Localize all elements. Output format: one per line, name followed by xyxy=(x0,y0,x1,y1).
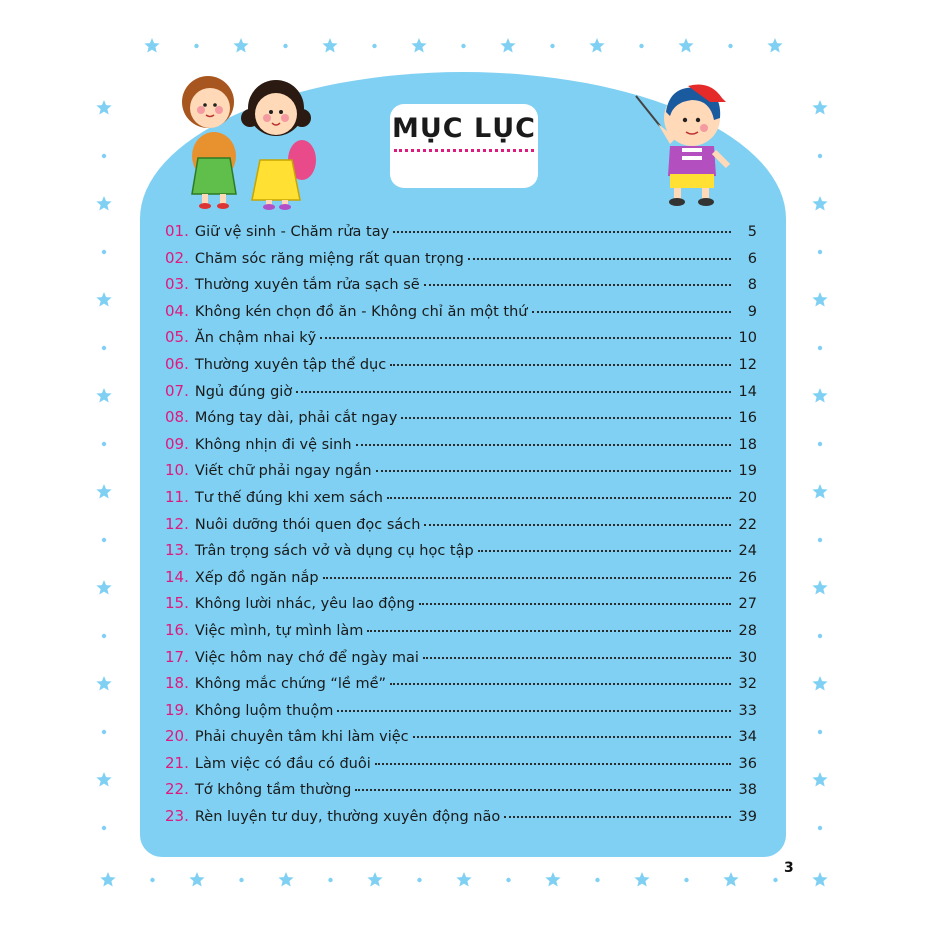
star-ornament xyxy=(100,872,115,887)
toc-entry-page: 16 xyxy=(738,410,757,427)
toc-entry-title: Xếp đồ ngăn nắp xyxy=(194,569,319,586)
star-ornament xyxy=(767,38,782,53)
toc-entry-title: Tớ không tầm thường xyxy=(194,782,352,799)
toc-entry[interactable] xyxy=(165,515,757,542)
toc-entry[interactable] xyxy=(165,355,757,382)
toc-entry-title: Việc mình, tự mình làm xyxy=(194,622,364,639)
dot-ornament xyxy=(818,346,822,350)
star-ornament xyxy=(812,484,827,499)
toc-entry-number: 19. xyxy=(165,700,189,719)
toc-dot-leader xyxy=(375,763,731,765)
dot-ornament xyxy=(239,878,243,882)
star-ornament xyxy=(812,580,827,595)
toc-entry-title: Ngủ đúng giờ xyxy=(194,383,293,400)
toc-dot-leader xyxy=(532,311,732,313)
toc-dot-leader xyxy=(355,789,731,791)
dot-ornament xyxy=(283,44,287,48)
toc-entry-page: 27 xyxy=(738,596,757,613)
toc-entry-page: 12 xyxy=(738,356,757,373)
star-ornament xyxy=(545,872,560,887)
toc-entry-page: 28 xyxy=(738,622,757,639)
dot-ornament xyxy=(728,44,732,48)
dot-ornament xyxy=(102,442,106,446)
star-ornament xyxy=(589,38,604,53)
toc-entry-number: 11. xyxy=(165,487,189,506)
toc-dot-leader xyxy=(323,577,731,579)
toc-entry-page: 36 xyxy=(738,755,757,772)
toc-dot-leader xyxy=(390,364,731,366)
toc-entry-number: 06. xyxy=(165,354,189,373)
dot-ornament xyxy=(372,44,376,48)
star-ornament xyxy=(96,580,111,595)
dot-ornament xyxy=(550,44,554,48)
toc-entry[interactable] xyxy=(165,435,757,462)
dot-ornament xyxy=(595,878,599,882)
toc-dot-leader xyxy=(390,683,731,685)
toc-entry-number: 23. xyxy=(165,807,189,826)
toc-entry[interactable] xyxy=(165,648,757,675)
toc-entry-number: 07. xyxy=(165,381,189,400)
dot-ornament xyxy=(461,44,465,48)
toc-entry-page: 8 xyxy=(747,277,757,294)
page-number: 3 xyxy=(784,860,794,876)
toc-dot-leader xyxy=(478,550,731,552)
toc-entry-title: Móng tay dài, phải cắt ngay xyxy=(194,410,398,427)
toc-entry[interactable] xyxy=(165,275,757,302)
toc-entry-title: Không luộm thuộm xyxy=(194,702,334,719)
toc-entry[interactable] xyxy=(165,594,757,621)
toc-dot-leader xyxy=(424,284,731,286)
page-title: MỤC LỤC xyxy=(392,113,536,144)
star-ornament xyxy=(96,292,111,307)
toc-entry-page: 14 xyxy=(738,383,757,400)
toc-entry[interactable] xyxy=(165,674,757,701)
star-ornament xyxy=(233,38,248,53)
toc-entry-number: 16. xyxy=(165,620,189,639)
toc-entry[interactable] xyxy=(165,488,757,515)
children-with-backpacks-illustration xyxy=(172,70,332,210)
toc-entry[interactable] xyxy=(165,701,757,728)
star-ornament xyxy=(96,196,111,211)
toc-entry-page: 5 xyxy=(747,224,757,240)
toc-entry[interactable] xyxy=(165,780,757,807)
star-ornament xyxy=(634,872,649,887)
star-ornament xyxy=(96,484,111,499)
toc-entry[interactable] xyxy=(165,461,757,488)
dot-ornament xyxy=(818,250,822,254)
toc-entry-title: Không nhịn đi vệ sinh xyxy=(194,436,352,453)
star-ornament xyxy=(278,872,293,887)
star-ornament xyxy=(189,872,204,887)
toc-dot-leader xyxy=(468,258,731,260)
star-ornament xyxy=(812,676,827,691)
toc-entry-page: 26 xyxy=(738,569,757,586)
toc-entry-title: Giữ vệ sinh - Chăm rửa tay xyxy=(194,224,390,240)
dot-ornament xyxy=(818,826,822,830)
toc-dot-leader xyxy=(356,444,731,446)
star-ornament xyxy=(96,100,111,115)
star-ornament xyxy=(96,388,111,403)
toc-entry[interactable] xyxy=(165,382,757,409)
toc-entry-title: Việc hôm nay chớ để ngày mai xyxy=(194,649,419,666)
dot-ornament xyxy=(102,346,106,350)
toc-entry-title: Viết chữ phải ngay ngắn xyxy=(194,463,372,480)
dot-ornament xyxy=(102,730,106,734)
toc-entry-number: 14. xyxy=(165,567,189,586)
toc-entry-number: 08. xyxy=(165,408,189,427)
toc-entry-number: 22. xyxy=(165,780,189,799)
dot-ornament xyxy=(102,826,106,830)
star-ornament xyxy=(322,38,337,53)
toc-entry-number: 17. xyxy=(165,647,189,666)
dot-ornament xyxy=(773,878,777,882)
toc-dot-leader xyxy=(504,816,731,818)
star-ornament xyxy=(812,196,827,211)
toc-entry-page: 6 xyxy=(747,250,757,267)
toc-entry-number: 20. xyxy=(165,727,189,746)
toc-entry-page: 32 xyxy=(738,676,757,693)
star-ornament xyxy=(812,872,827,887)
toc-dot-leader xyxy=(337,710,731,712)
dot-ornament xyxy=(102,250,106,254)
toc-entry-number: 01. xyxy=(165,222,189,240)
toc-entry[interactable] xyxy=(165,302,757,329)
star-ornament xyxy=(812,388,827,403)
toc-entry-title: Chăm sóc răng miệng rất quan trọng xyxy=(194,250,464,267)
toc-entry-page: 18 xyxy=(738,436,757,453)
toc-dot-leader xyxy=(424,524,731,526)
toc-entry-title: Không mắc chứng “lề mề” xyxy=(194,676,387,693)
dot-ornament xyxy=(102,154,106,158)
toc-entry[interactable] xyxy=(165,727,757,754)
toc-dot-leader xyxy=(393,231,731,233)
dot-ornament xyxy=(102,538,106,542)
star-ornament xyxy=(367,872,382,887)
toc-dot-leader xyxy=(296,391,731,393)
star-ornament xyxy=(812,100,827,115)
toc-entry-number: 10. xyxy=(165,461,189,480)
dot-ornament xyxy=(417,878,421,882)
table-of-contents xyxy=(165,222,757,834)
toc-dot-leader xyxy=(401,417,731,419)
toc-entry[interactable] xyxy=(165,541,757,568)
dot-ornament xyxy=(506,878,510,882)
toc-entry-number: 12. xyxy=(165,514,189,533)
dot-ornament xyxy=(328,878,332,882)
toc-entry[interactable] xyxy=(165,807,757,834)
star-ornament xyxy=(812,772,827,787)
toc-entry-page: 39 xyxy=(738,809,757,826)
toc-dot-leader xyxy=(367,630,731,632)
dot-ornament xyxy=(818,538,822,542)
dot-ornament xyxy=(639,44,643,48)
toc-entry-title: Không lười nhác, yêu lao động xyxy=(194,596,415,613)
toc-dot-leader xyxy=(423,657,731,659)
toc-entry-number: 13. xyxy=(165,541,189,560)
toc-entry-page: 24 xyxy=(738,543,757,560)
toc-entry-page: 30 xyxy=(738,649,757,666)
dot-ornament xyxy=(818,442,822,446)
toc-entry-page: 38 xyxy=(738,782,757,799)
dot-ornament xyxy=(194,44,198,48)
toc-entry-page: 22 xyxy=(738,516,757,533)
dot-ornament xyxy=(818,634,822,638)
toc-entry-title: Phải chuyên tâm khi làm việc xyxy=(194,729,409,746)
toc-entry-number: 09. xyxy=(165,434,189,453)
toc-entry-title: Tư thế đúng khi xem sách xyxy=(194,489,383,506)
toc-entry-number: 18. xyxy=(165,674,189,693)
dot-ornament xyxy=(818,154,822,158)
toc-entry[interactable] xyxy=(165,249,757,276)
toc-entry[interactable] xyxy=(165,222,757,249)
star-ornament xyxy=(500,38,515,53)
toc-entry-page: 33 xyxy=(738,702,757,719)
toc-entry-page: 20 xyxy=(738,489,757,506)
star-ornament xyxy=(144,38,159,53)
toc-entry-title: Ăn chậm nhai kỹ xyxy=(194,330,317,347)
star-ornament xyxy=(411,38,426,53)
dot-ornament xyxy=(818,730,822,734)
dot-ornament xyxy=(150,878,154,882)
toc-entry-number: 03. xyxy=(165,275,189,294)
toc-entry-page: 19 xyxy=(738,463,757,480)
toc-entry-title: Thường xuyên tập thể dục xyxy=(194,356,387,373)
boy-pointing-illustration xyxy=(630,76,730,208)
toc-dot-leader xyxy=(413,736,731,738)
toc-entry-page: 34 xyxy=(738,729,757,746)
toc-entry[interactable] xyxy=(165,568,757,595)
toc-entry-title: Làm việc có đầu có đuôi xyxy=(194,755,371,772)
toc-entry-title: Không kén chọn đồ ăn - Không chỉ ăn một thứ xyxy=(194,303,528,320)
star-ornament xyxy=(96,772,111,787)
toc-entry[interactable] xyxy=(165,621,757,648)
star-ornament xyxy=(678,38,693,53)
star-ornament xyxy=(456,872,471,887)
toc-entry-number: 02. xyxy=(165,248,189,267)
toc-entry-page: 9 xyxy=(747,303,757,320)
toc-dot-leader xyxy=(376,470,731,472)
dot-ornament xyxy=(684,878,688,882)
toc-dot-leader xyxy=(419,603,731,605)
toc-dot-leader xyxy=(387,497,731,499)
toc-entry-number: 05. xyxy=(165,328,189,347)
toc-entry-title: Thường xuyên tắm rửa sạch sẽ xyxy=(194,277,420,294)
toc-entry-page: 10 xyxy=(738,330,757,347)
star-ornament xyxy=(96,676,111,691)
toc-entry-title: Nuôi dưỡng thói quen đọc sách xyxy=(194,516,421,533)
toc-dot-leader xyxy=(320,337,731,339)
toc-entry-title: Trân trọng sách vở và dụng cụ học tập xyxy=(194,543,474,560)
toc-entry[interactable] xyxy=(165,328,757,355)
toc-entry-number: 04. xyxy=(165,301,189,320)
toc-entry-number: 15. xyxy=(165,594,189,613)
title-underline xyxy=(394,149,534,152)
toc-entry[interactable] xyxy=(165,754,757,781)
dot-ornament xyxy=(102,634,106,638)
toc-entry[interactable] xyxy=(165,408,757,435)
toc-entry-number: 21. xyxy=(165,753,189,772)
toc-entry-title: Rèn luyện tư duy, thường xuyên động não xyxy=(194,809,501,826)
star-ornament xyxy=(723,872,738,887)
star-ornament xyxy=(812,292,827,307)
